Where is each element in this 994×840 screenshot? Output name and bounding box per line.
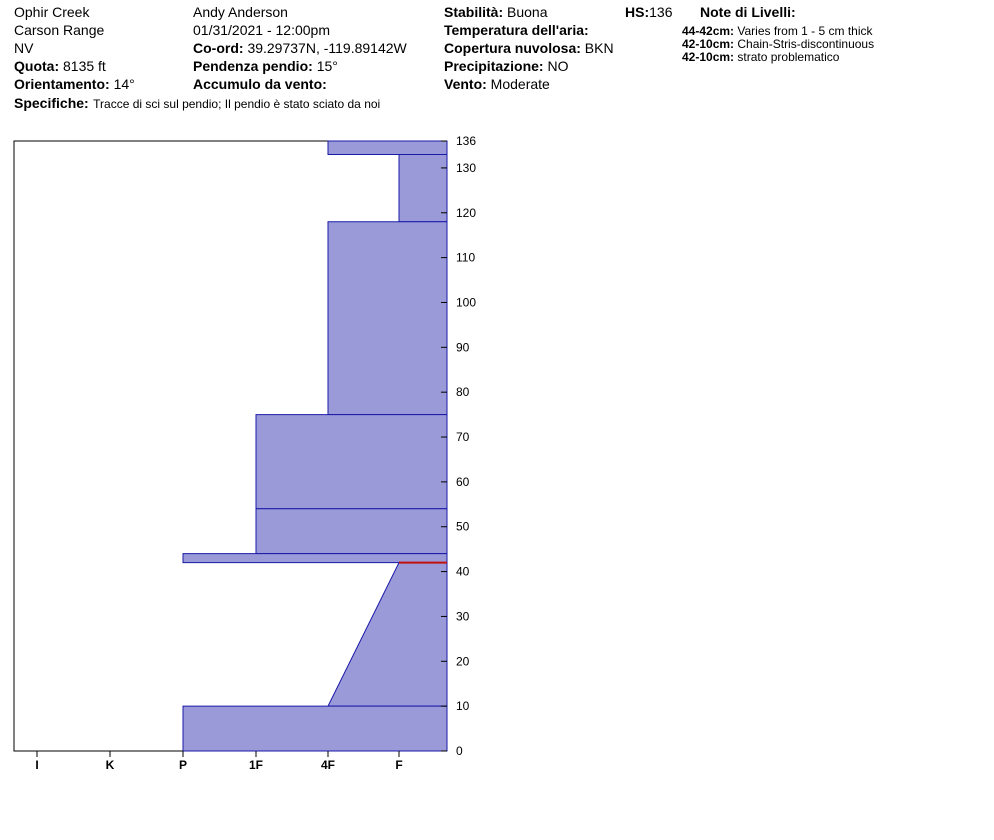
y-tick-label: 110 (456, 250, 476, 265)
layer-note-text: Chain-Stris-discontinuous (737, 37, 875, 51)
hardness-layer (183, 706, 447, 751)
layer-note-row (682, 37, 874, 51)
orient-label: Orientamento: (14, 76, 110, 92)
accumulo-label: Accumulo da vento: (193, 76, 327, 92)
orient-value: 14° (113, 76, 135, 92)
y-tick-label: 130 (456, 160, 477, 175)
pendenza (193, 58, 338, 74)
location: Ophir Creek (14, 4, 90, 20)
y-tick-label: 120 (456, 205, 477, 220)
pendenza-label: Pendenza pendio: (193, 58, 313, 74)
hs-value: 136 (649, 4, 673, 20)
y-tick-label: 10 (456, 699, 470, 714)
layer-note-range: 42-10cm: (682, 37, 735, 51)
cop-value: BKN (584, 40, 614, 56)
datetime: 01/31/2021 - 12:00pm (193, 22, 330, 38)
y-tick-label: 136 (456, 134, 477, 148)
x-tick-label: 4F (320, 758, 336, 770)
range: Carson Range (14, 22, 105, 38)
y-tick-label: 80 (456, 385, 470, 400)
cop-label: Copertura nuvolosa: (444, 40, 581, 56)
prec-label: Precipitazione: (444, 58, 544, 74)
x-tick-label: K (105, 758, 115, 770)
layer-note-text: Varies from 1 - 5 cm thick (737, 24, 873, 38)
y-tick-label: 70 (456, 430, 470, 445)
stabilita (444, 4, 548, 20)
quota-value: 8135 ft (63, 58, 106, 74)
y-tick-label: 90 (456, 340, 470, 355)
layer-note-range: 42-10cm: (682, 50, 735, 64)
layer-note-text: strato problematico (737, 50, 840, 64)
orientamento (14, 76, 135, 92)
stab-label: Stabilità: (444, 4, 504, 20)
layer-note-row (682, 50, 839, 64)
copertura (444, 40, 614, 56)
pendenza-value: 15° (316, 58, 338, 74)
y-tick-label: 0 (456, 744, 463, 758)
precipitazione (444, 58, 568, 74)
layer-note-row (682, 24, 873, 38)
hardness-layer (328, 222, 447, 415)
vento (444, 76, 550, 92)
coord-value: 39.29737N, -119.89142W (247, 40, 407, 56)
specifiche-value: Tracce di sci sul pendio; Il pendio è stato sciato da noi (93, 97, 381, 111)
y-tick-label: 60 (456, 474, 470, 489)
coord (193, 40, 407, 56)
coord-label: Co-ord: (193, 40, 244, 56)
temp-label: Temperatura dell'aria: (444, 22, 589, 38)
y-tick-label: 30 (456, 609, 470, 624)
observer: Andy Anderson (193, 4, 288, 20)
vento-label: Vento: (444, 76, 487, 92)
hardness-layer (328, 141, 447, 154)
layer-notes-title: Note di Livelli: (700, 4, 796, 20)
vento-value: Moderate (490, 76, 550, 92)
stab-value: Buona (507, 4, 548, 20)
hardness-layer (256, 415, 447, 509)
x-tick-label: F (395, 758, 403, 770)
prec-value: NO (547, 58, 569, 74)
state: NV (14, 40, 34, 56)
hardness-layer (256, 509, 447, 554)
x-tick-label: 1F (248, 758, 264, 770)
y-tick-label: 100 (456, 295, 477, 310)
hardness-layer (399, 154, 447, 221)
specifiche (14, 95, 380, 113)
quota (14, 58, 106, 74)
hardness-layer (183, 554, 447, 563)
x-tick-label: P (178, 758, 188, 770)
y-tick-label: 50 (456, 519, 470, 534)
hs (625, 4, 672, 20)
specifiche-label: Specifiche: (14, 95, 89, 111)
quota-label: Quota: (14, 58, 60, 74)
y-tick-label: 20 (456, 654, 470, 669)
x-tick-label: I (35, 758, 39, 770)
hs-label: HS: (625, 4, 650, 20)
hardness-profile-chart (0, 130, 480, 770)
hardness-axis (35, 751, 402, 770)
y-tick-label: 40 (456, 564, 470, 579)
layer-note-range: 44-42cm: (682, 24, 735, 38)
